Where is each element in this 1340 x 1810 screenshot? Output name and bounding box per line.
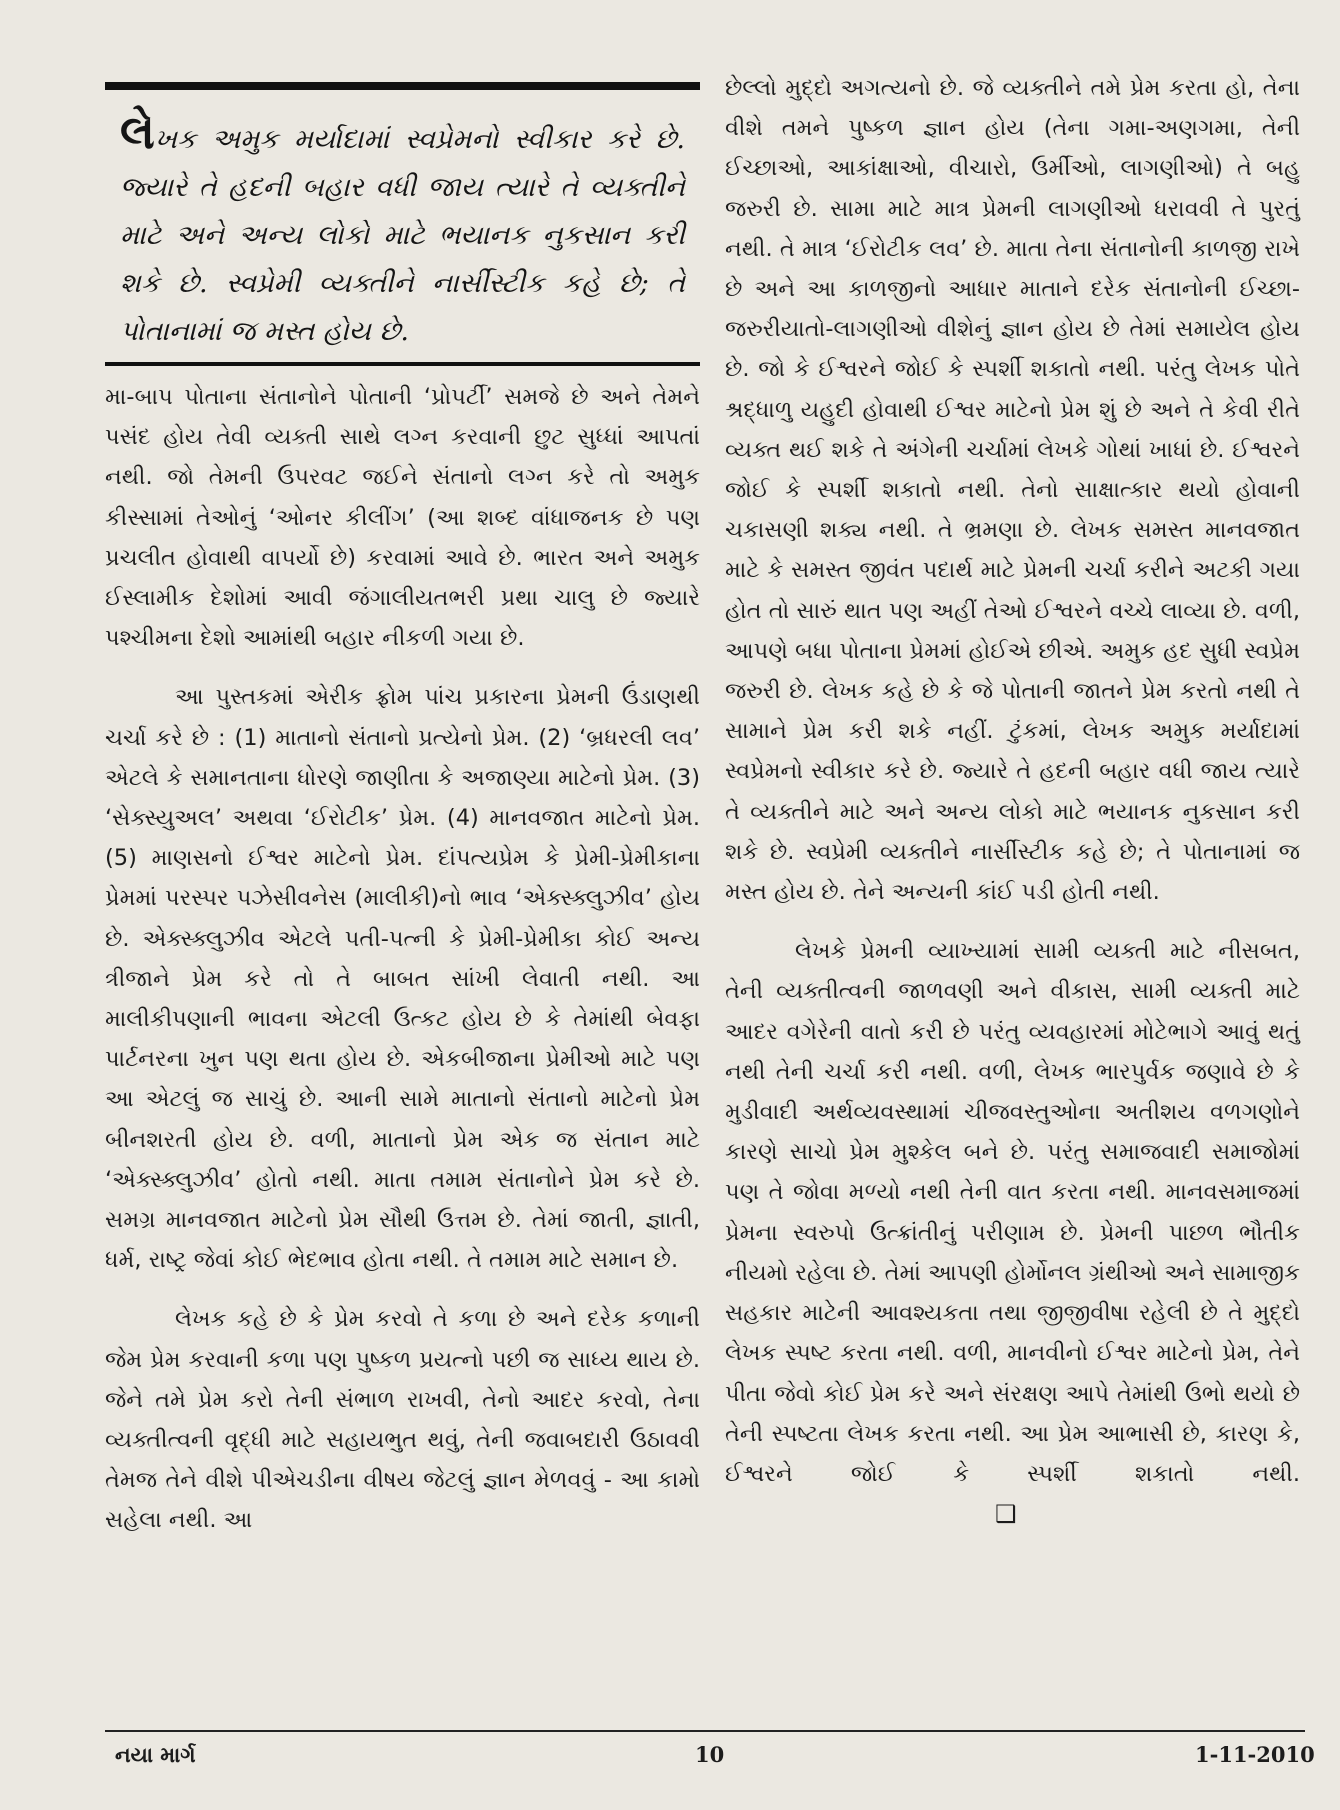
right-paragraph-1: છેલ્લો મુદ્દો અગત્યનો છે. જે વ્યક્તીને તમે પ્રેમ કરતા હો, તેના વીશે તમને પુષ્કળ જ્ઞાન હોય (તેના ગમા-અણગમા, તેની ઈચ્છાઓ, આકાંક્ષાઓ, વીચારો, ઉર્મીઓ, લાગણીઓ) તે બહુ જરુરી છે. સામા માટે માત્ર પ્રેમની લાગણીઓ ધરાવવી તે પુરતું નથી. તે માત્ર ‘ઈરોટીક લવ’ છે. માતા તેના સંતાનોની કાળજી રાખે છે અને આ કાળજીનો આધાર માતાને દરેક સંતાનોની ઈચ્છા-જરુરીયાતો-લાગણીઓ વીશેનું જ્ઞાન હોય છે તેમાં સમાયેલ હોય છે. જો કે ઈશ્વરને જોઈ કે સ્પર્શી શકાતો નથી. પરંતુ લેખક પોતે શ્રદ્ધાળુ યહુદી હોવાથી ઈશ્વર માટેનો પ્રેમ શું છે અને તે કેવી રીતે વ્યક્ત થઈ શકે તે અંગેની ચર્ચામાં લેખકે ગોથાં ખાધાં છે. ઈશ્વરને જોઈ કે સ્પર્શી શકાતો નથી. તેનો સાક્ષાત્કાર થયો હોવાની ચકાસણી શક્ય નથી. તે ભ્રમણા છે. લેખક સમસ્ત માનવજાત માટે કે સમસ્ત જીવંત પદાર્થ માટે પ્રેમની ચર્ચા કરીને અટકી ગયા હોત તો સારું થાત પણ અહીં તેઓ ઈશ્વરને વચ્ચે લાવ્યા છે. વળી, આપણે બધા પોતાના પ્રેમમાં હોઈએ છીએ. અમુક હદ સુધી સ્વપ્રેમ જરુરી છે. લેખક કહે છે કે જે પોતાની જાતને પ્રેમ કરતો નથી તે સામાને પ્રેમ કરી શકે નહીં. ટુંકમાં, લેખક અમુક મર્યાદામાં સ્વપ્રેમનો સ્વીકાર કરે છે. જ્યારે તે હદની બહાર વધી જાય ત્યારે તે વ્યક્તીને માટે અને અન્ય લોકો માટે ભયાનક નુકસાન કરી શકે છે. સ્વપ્રેમી વ્યક્તીને નાર્સીસ્ટીક કહે છે; તે પોતાનામાં જ મસ્ત હોય છે. તેને અન્યની કાંઈ પડી હોતી નથી. <box>725 75 1300 906</box>
left-paragraph-3: લેખક કહે છે કે પ્રેમ કરવો તે કળા છે અને દરેક કળાની જેમ પ્રેમ કરવાની કળા પણ પુષ્કળ પ્રયત્નો પછી જ સાધ્ય થાય છે. જેને તમે પ્રેમ કરો તેની સંભાળ રાખવી, તેનો આદર કરવો, તેના વ્યક્તીત્વની વૃદ્ધી માટે સહાયભુત થવું, તેની જવાબદારી ઉઠાવવી તેમજ તેને વીશે પીએચડીના વીષય જેટલું જ્ઞાન મેળવવું - આ કામો સહેલા નથી. આ <box>105 1306 700 1534</box>
pullquote-top-rule <box>105 82 700 90</box>
left-column <box>105 377 700 1560</box>
pullquote <box>120 105 685 356</box>
footer-page-number: 10 <box>695 1742 725 1767</box>
left-paragraph-2: આ પુસ્તકમાં એરીક ફ્રોમ પાંચ પ્રકારના પ્રેમની ઉંડાણથી ચર્ચા કરે છે : (1) માતાનો સંતાનો પ્રત્યેનો પ્રેમ. (2) ‘બ્રધરલી લવ’ એટલે કે સમાનતાના ધોરણે જાણીતા કે અજાણ્યા માટેનો પ્રેમ. (3) ‘સેક્સ્યુઅલ’ અથવા ‘ઈરોટીક’ પ્રેમ. (4) માનવજાત માટેનો પ્રેમ. (5) માણસનો ઈશ્વર માટેનો પ્રેમ. દાંપત્યપ્રેમ કે પ્રેમી-પ્રેમીકાના પ્રેમમાં પરસ્પર પઝેસીવનેસ (માલીકી)નો ભાવ ‘એક્સ્ક્લુઝીવ’ હોય છે. એક્સ્ક્લુઝીવ એટલે પતી-પત્ની કે પ્રેમી-પ્રેમીકા કોઈ અન્ય ત્રીજાને પ્રેમ કરે તો તે બાબત સાંખી લેવાતી નથી. આ માલીકીપણાની ભાવના એટલી ઉત્કટ હોય છે કે તેમાંથી બેવફા પાર્ટનરના ખુન પણ થતા હોય છે. એકબીજાના પ્રેમીઓ માટે પણ આ એટલું જ સાચું છે. આની સામે માતાનો સંતાનો માટેનો પ્રેમ બીનશરતી હોય છે. વળી, માતાનો પ્રેમ એક જ સંતાન માટે ‘એક્સ્ક્લુઝીવ’ હોતો નથી. માતા તમામ સંતાનોને પ્રેમ કરે છે. સમગ્ર માનવજાત માટેનો પ્રેમ સૌથી ઉત્તમ છે. તેમાં જાતી, જ્ઞાતી, ધર્મ, રાષ્ટ્ર જેવાં કોઈ ભેદભાવ હોતા નથી. તે તમામ માટે સમાન છે. <box>105 684 700 1274</box>
right-column <box>725 68 1300 1554</box>
article-end-icon: ❑ <box>995 1500 1017 1529</box>
pullquote-text: ખક અમુક મર્યાદામાં સ્વપ્રેમનો સ્વીકાર કરે છે. જ્યારે તે હદની બહાર વધી જાય ત્યારે તે વ્યક્તીને માટે અને અન્ય લોકો માટે ભયાનક નુકસાન કરી શકે છે. સ્વપ્રેમી વ્યક્તીને નાર્સીસ્ટીક કહે છે; તે પોતાનામાં જ મસ્ત હોય છે. <box>120 124 685 347</box>
footer-rule <box>105 1730 1305 1732</box>
right-paragraph-2 <box>725 931 1300 1535</box>
right-paragraph-2-text: લેખકે પ્રેમની વ્યાખ્યામાં સામી વ્યક્તી માટે નીસબત, તેની વ્યક્તીત્વની જાળવણી અને વીકાસ, સામી વ્યક્તી માટે આદર વગેરેની વાતો કરી છે પરંતુ વ્યવહારમાં મોટેભાગે આવું થતું નથી તેની ચર્ચા કરી નથી. વળી, લેખક ભારપુર્વક જણાવે છે કે મુડીવાદી અર્થવ્યવસ્થામાં ચીજવસ્તુઓના અતીશય વળગણોને કારણે સાચો પ્રેમ મુશ્કેલ બને છે. પરંતુ સમાજવાદી સમાજોમાં પણ તે જોવા મળ્યો નથી તેની વાત કરતા નથી. માનવસમાજમાં પ્રેમના સ્વરુપો ઉત્ક્રાંતીનું પરીણામ છે. પ્રેમની પાછળ ભૌતીક નીયમો રહેલા છે. તેમાં આપણી હોર્મોનલ ગ્રંથીઓ અને સામાજીક સહકાર માટેની આવશ્યકતા તથા જીજીવીષા રહેલી છે તે મુદ્દો લેખક સ્પષ્ટ કરતા નથી. વળી, માનવીનો ઈશ્વર માટેનો પ્રેમ, તેને પીતા જેવો કોઈ પ્રેમ કરે અને સંરક્ષણ આપે તેમાંથી ઉભો થયો છે તેની સ્પષ્ટતા લેખક કરતા નથી. આ પ્રેમ આભાસી છે, કારણ કે, ઈશ્વરને જોઈ કે સ્પર્શી શકાતો નથી. <box>725 938 1300 1487</box>
pullquote-bottom-rule <box>105 362 700 366</box>
footer-publication-name: નયા માર્ગ <box>115 1742 196 1767</box>
pullquote-dropcap: લે <box>120 105 155 159</box>
left-paragraph-1: મા-બાપ પોતાના સંતાનોને પોતાની ‘પ્રોપર્ટી’ સમજે છે અને તેમને પસંદ હોય તેવી વ્યક્તી સાથે લગ્ન કરવાની છુટ સુધ્ધાં આપતાં નથી. જો તેમની ઉપરવટ જઈને સંતાનો લગ્ન કરે તો અમુક કીસ્સામાં તેઓનું ‘ઓનર કીલીંગ’ (આ શબ્દ વાંધાજનક છે પણ પ્રચલીત હોવાથી વાપર્યો છે) કરવામાં આવે છે. ભારત અને અમુક ઈસ્લામીક દેશોમાં આવી જંગાલીયતભરી પ્રથા ચાલુ છે જ્યારે પશ્ચીમના દેશો આમાંથી બહાર નીકળી ગયા છે. <box>105 384 700 652</box>
footer-date: 1-11-2010 <box>1195 1742 1315 1767</box>
